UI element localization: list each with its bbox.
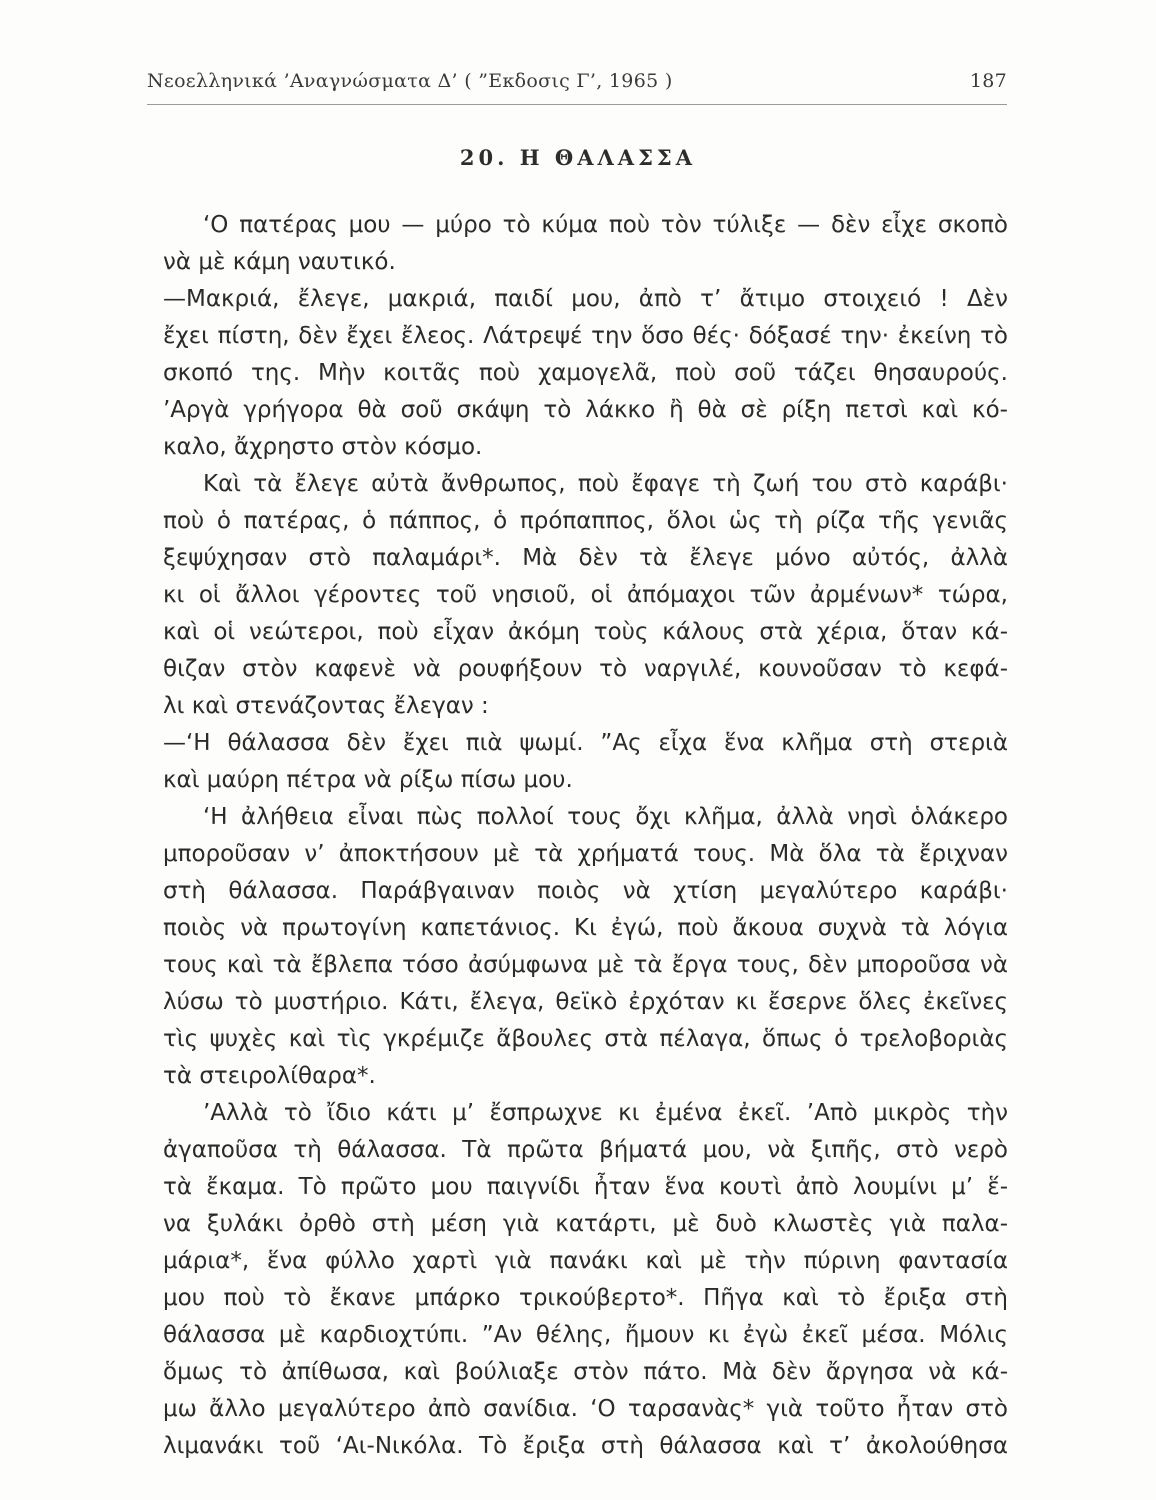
text-line: τους καὶ τὰ ἔβλεπα τόσο ἀσύμφωνα μὲ τὰ ἔργα τους, δὲν μποροῦσα νὰ — [163, 952, 1008, 978]
text-line: λι καὶ στενάζοντας ἔλεγαν : — [163, 693, 489, 719]
text-line: θάλασσα μὲ καρδιοχτύπι. ”Αν θέλης, ἤμουν κι ἐγὼ ἐκεῖ μέσα. Μόλις — [163, 1322, 1008, 1348]
text-line: μου ποὺ τὸ ἔκανε μπάρκο τρικούβερτο*. Πῆγα καὶ τὸ ἔριξα στὴ — [163, 1285, 1008, 1311]
text-line: ἔχει πίστη, δὲν ἔχει ἔλεος. Λάτρεψέ την ὅσο θές· δόξασέ την· ἐκείνη τὸ — [163, 323, 1008, 349]
text-line: ’Αλλὰ τὸ ἴδιο κάτι μ’ ἔσπρωχνε κι ἐμένα ἐκεῖ. ’Απὸ μικρὸς τὴν — [203, 1100, 1008, 1126]
text-line: ποιὸς νὰ πρωτογίνη καπετάνιος. Κι ἐγώ, ποὺ ἄκουα συχνὰ τὰ λόγια — [163, 915, 1008, 941]
body-text — [163, 207, 1008, 1465]
chapter-title: 20. Η ΘΑΛΑΣΣΑ — [459, 145, 697, 170]
text-line: τὰ ἔκαμα. Τὸ πρῶτο μου παιγνίδι ἦταν ἕνα κουτὶ ἀπὸ λουμίνι μ’ ἕ- — [163, 1174, 1008, 1200]
text-line: ‘Η ἀλήθεια εἶναι πὼς πολλοί τους ὄχι κλῆμα, ἀλλὰ νησὶ ὁλάκερο — [203, 804, 1008, 830]
text-line: ὅμως τὸ ἀπίθωσα, καὶ βούλιαξε στὸν πάτο. Μὰ δὲν ἄργησα νὰ κά- — [163, 1359, 1008, 1385]
text-line: μάρια*, ἕνα φύλλο χαρτὶ γιὰ πανάκι καὶ μὲ τὴν πύρινη φαντασία — [163, 1248, 1008, 1274]
text-line: ποὺ ὁ πατέρας, ὁ πάππος, ὁ πρόπαππος, ὅλοι ὡς τὴ ρίζα τῆς γενιᾶς — [163, 508, 1008, 534]
text-line: Καὶ τὰ ἔλεγε αὐτὰ ἄνθρωπος, ποὺ ἔφαγε τὴ ζωή του στὸ καράβι· — [203, 471, 1008, 497]
text-line: μποροῦσαν ν’ ἀποκτήσουν μὲ τὰ χρήματά τους. Μὰ ὅλα τὰ ἔριχναν — [163, 841, 1008, 867]
text-line: —‘Η θάλασσα δὲν ἔχει πιὰ ψωμί. ”Ας εἶχα ἕνα κλῆμα στὴ στεριὰ — [163, 730, 1008, 756]
text-line: λιμανάκι τοῦ ‘Αι-Νικόλα. Τὸ ἔριξα στὴ θάλασσα καὶ τ’ ἀκολούθησα — [163, 1433, 1008, 1459]
text-line: ’Αργὰ γρήγορα θὰ σοῦ σκάψη τὸ λάκκο ἢ θὰ σὲ ρίξη πετσὶ καὶ κό- — [163, 397, 1008, 423]
text-line: ‘Ο πατέρας μου — μύρο τὸ κύμα ποὺ τὸν τύλιξε — δὲν εἶχε σκοπὸ — [203, 212, 1008, 238]
header-rule — [147, 104, 1007, 105]
text-line: κι οἱ ἄλλοι γέροντες τοῦ νησιοῦ, οἱ ἀπόμαχοι τῶν ἀρμένων* τώρα, — [163, 582, 1008, 608]
text-line: μω ἄλλο μεγαλύτερο ἀπὸ σανίδια. ‘Ο ταρσανὰς* γιὰ τοῦτο ἦταν στὸ — [163, 1396, 1008, 1422]
text-line: ξεψύχησαν στὸ παλαμάρι*. Μὰ δὲν τὰ ἔλεγε μόνο αὐτός, ἀλλὰ — [163, 545, 1008, 571]
text-line: —Μακριά, ἔλεγε, μακριά, παιδί μου, ἀπὸ τ’ ἄτιμο στοιχειό ! Δὲν — [163, 286, 1008, 312]
running-title: Νεοελληνικά ’Αναγνώσματα Δ’ ( ”Εκδοσις Γ’, 1965 ) — [147, 70, 673, 92]
text-line: νὰ μὲ κάμη ναυτικό. — [163, 249, 396, 275]
text-line: ἀγαποῦσα τὴ θάλασσα. Τὰ πρῶτα βήματά μου, νὰ ξιπῆς, στὸ νερὸ — [163, 1137, 1008, 1163]
text-line: στὴ θάλασσα. Παράβγαιναν ποιὸς νὰ χτίση μεγαλύτερο καράβι· — [163, 878, 1008, 904]
text-line: καὶ μαύρη πέτρα νὰ ρίξω πίσω μου. — [163, 767, 573, 793]
text-line: καὶ οἱ νεώτεροι, ποὺ εἶχαν ἀκόμη τοὺς κάλους στὰ χέρια, ὅταν κά- — [163, 619, 1008, 645]
text-line: σκοπό της. Μὴν κοιτᾶς ποὺ χαμογελᾶ, ποὺ σοῦ τάζει θησαυρούς. — [163, 360, 1008, 386]
page-number: 187 — [969, 70, 1007, 92]
text-line: τὶς ψυχὲς καὶ τὶς γκρέμιζε ἄβουλες στὰ πέλαγα, ὅπως ὁ τρελοβοριὰς — [163, 1026, 1008, 1052]
text-line: θιζαν στὸν καφενὲ νὰ ρουφήξουν τὸ ναργιλέ, κουνοῦσαν τὸ κεφά- — [163, 656, 1008, 682]
running-header — [147, 70, 1007, 98]
text-line: τὰ στειρολίθαρα*. — [163, 1063, 376, 1089]
text-line: καλο, ἄχρηστο στὸν κόσμο. — [163, 434, 483, 460]
text-line: να ξυλάκι ὀρθὸ στὴ μέση γιὰ κατάρτι, μὲ δυὸ κλωστὲς γιὰ παλα- — [163, 1211, 1008, 1237]
text-line: λύσω τὸ μυστήριο. Κάτι, ἔλεγα, θεϊκὸ ἐρχόταν κι ἔσερνε ὅλες ἐκεῖνες — [163, 989, 1008, 1015]
